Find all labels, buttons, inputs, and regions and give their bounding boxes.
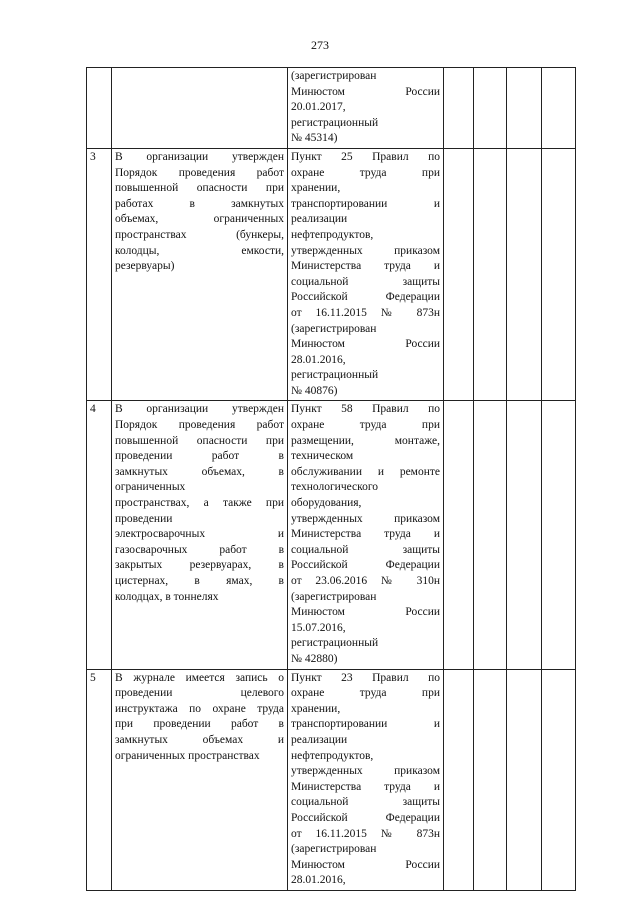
text-line: 28.01.2016, — [291, 874, 346, 887]
answer-na-cell[interactable] — [507, 148, 542, 401]
text-line: Российской Федерации — [291, 559, 440, 572]
text-line: от 16.11.2015 № 873н — [291, 827, 440, 840]
text-line: (зарегистрирован — [291, 590, 377, 603]
text-line: Минюстом России — [291, 85, 440, 98]
text-line: № 45314) — [291, 132, 338, 145]
table-row — [87, 669, 576, 890]
text-line: Минюстом России — [291, 606, 440, 619]
text-line: электросварочных и — [115, 528, 284, 541]
text-line: утвержденных приказом — [291, 244, 440, 257]
text-line: пространствах (бункеры, — [115, 228, 284, 241]
text-line: замкнутых объемах и — [115, 733, 284, 746]
row-number: 3 — [87, 148, 112, 401]
text-line: 28.01.2016, — [291, 353, 346, 366]
requirement-cell — [288, 401, 444, 669]
requirement-cell — [288, 148, 444, 401]
text-line: В организации утвержден — [115, 150, 284, 163]
text-line: от 23.06.2016 № 310н — [291, 575, 440, 587]
text-line: резервуары) — [115, 260, 175, 273]
row-number: 5 — [87, 669, 112, 890]
note-cell[interactable] — [542, 669, 576, 890]
text-line: Министерства труда и — [291, 260, 440, 273]
text-line: Пункт 58 Правил по — [291, 403, 440, 416]
row-number — [87, 68, 112, 149]
text-line: хранении, — [291, 702, 341, 715]
text-line: объемах, ограниченных — [115, 213, 284, 226]
text-line: социальной защиты — [291, 275, 440, 288]
text-line: регистрационный — [291, 116, 379, 129]
text-line: Российской Федерации — [291, 811, 440, 824]
text-line: реализации — [291, 213, 348, 226]
text-line: при проведении работ в — [115, 718, 284, 731]
text-line: (зарегистрирован — [291, 70, 377, 82]
answer-no-cell[interactable] — [474, 148, 507, 401]
table-row — [87, 401, 576, 669]
answer-na-cell[interactable] — [507, 68, 542, 149]
text-line: размещении, монтаже, — [291, 434, 440, 447]
text-line: (зарегистрирован — [291, 322, 377, 335]
text-line: Минюстом России — [291, 858, 440, 871]
text-line: № 42880) — [291, 652, 338, 665]
text-line: от 16.11.2015 № 873н — [291, 306, 440, 319]
text-line: газосварочных работ в — [115, 543, 284, 556]
text-line: охране труда при — [291, 166, 440, 179]
text-line: проведении — [115, 512, 173, 525]
note-cell[interactable] — [542, 401, 576, 669]
text-line: утвержденных приказом — [291, 512, 440, 525]
text-line: 15.07.2016, — [291, 621, 346, 634]
text-line: регистрационный — [291, 637, 379, 650]
text-line: замкнутых объемах, в — [115, 465, 284, 478]
answer-no-cell[interactable] — [474, 669, 507, 890]
text-line: Порядок проведения работ — [115, 419, 284, 432]
text-line: Минюстом России — [291, 338, 440, 351]
table-row — [87, 148, 576, 401]
answer-no-cell[interactable] — [474, 401, 507, 669]
table-row — [87, 68, 576, 149]
text-line: Пункт 25 Правил по — [291, 150, 440, 163]
text-line: цистернах, в ямах, в — [115, 575, 284, 587]
checklist-table — [86, 67, 576, 891]
text-line: нефтепродуктов, — [291, 228, 374, 241]
answer-na-cell[interactable] — [507, 401, 542, 669]
text-line: 20.01.2017, — [291, 101, 346, 114]
question-cell — [112, 68, 288, 149]
text-line: повышенной опасности при — [115, 182, 284, 195]
text-line: (зарегистрирован — [291, 843, 377, 856]
text-line: В организации утвержден — [115, 403, 284, 416]
text-line: Пункт 23 Правил по — [291, 671, 440, 684]
text-line: обслуживании и ремонте — [291, 465, 440, 478]
text-line: В журнале имеется запись о — [115, 671, 284, 684]
requirement-cell — [288, 68, 444, 149]
text-line: технологического — [291, 481, 379, 494]
note-cell[interactable] — [542, 148, 576, 401]
text-line: социальной защиты — [291, 543, 440, 556]
text-line: инструктажа по охране труда — [115, 702, 284, 715]
text-line: ограниченных пространствах — [115, 749, 260, 762]
text-line: реализации — [291, 733, 348, 746]
text-line: ограниченных — [115, 481, 186, 494]
text-line: работах в замкнутых — [115, 197, 284, 210]
text-line: регистрационный — [291, 369, 379, 382]
text-line: утвержденных приказом — [291, 765, 440, 778]
text-line: пространствах, а также при — [115, 497, 284, 510]
text-line: Порядок проведения работ — [115, 166, 284, 179]
answer-yes-cell[interactable] — [444, 68, 474, 149]
text-line: Министерства труда и — [291, 780, 440, 793]
text-line: охране труда при — [291, 687, 440, 700]
answer-yes-cell[interactable] — [444, 401, 474, 669]
note-cell[interactable] — [542, 68, 576, 149]
answer-yes-cell[interactable] — [444, 148, 474, 401]
text-line: колодцы, емкости, — [115, 244, 284, 257]
text-line: проведении целевого — [115, 687, 284, 700]
text-line: транспортировании и — [291, 718, 440, 731]
question-cell — [112, 148, 288, 401]
answer-no-cell[interactable] — [474, 68, 507, 149]
question-cell — [112, 401, 288, 669]
text-line: техническом — [291, 450, 354, 463]
row-number: 4 — [87, 401, 112, 669]
answer-na-cell[interactable] — [507, 669, 542, 890]
text-line: транспортировании и — [291, 197, 440, 210]
text-line: оборудования, — [291, 497, 362, 510]
answer-yes-cell[interactable] — [444, 669, 474, 890]
question-cell — [112, 669, 288, 890]
text-line: Министерства труда и — [291, 528, 440, 541]
text-line: закрытых резервуарах, в — [115, 559, 284, 572]
text-line: проведении работ в — [115, 450, 284, 463]
text-line: социальной защиты — [291, 796, 440, 809]
text-line: хранении, — [291, 182, 341, 195]
text-line: охране труда при — [291, 419, 440, 432]
text-line: Российской Федерации — [291, 291, 440, 304]
requirement-cell — [288, 669, 444, 890]
page-number: 273 — [311, 38, 329, 52]
text-line: колодцах, в тоннелях — [115, 590, 219, 603]
text-line: повышенной опасности при — [115, 434, 284, 447]
text-line: № 40876) — [291, 384, 338, 397]
text-line: нефтепродуктов, — [291, 749, 374, 762]
